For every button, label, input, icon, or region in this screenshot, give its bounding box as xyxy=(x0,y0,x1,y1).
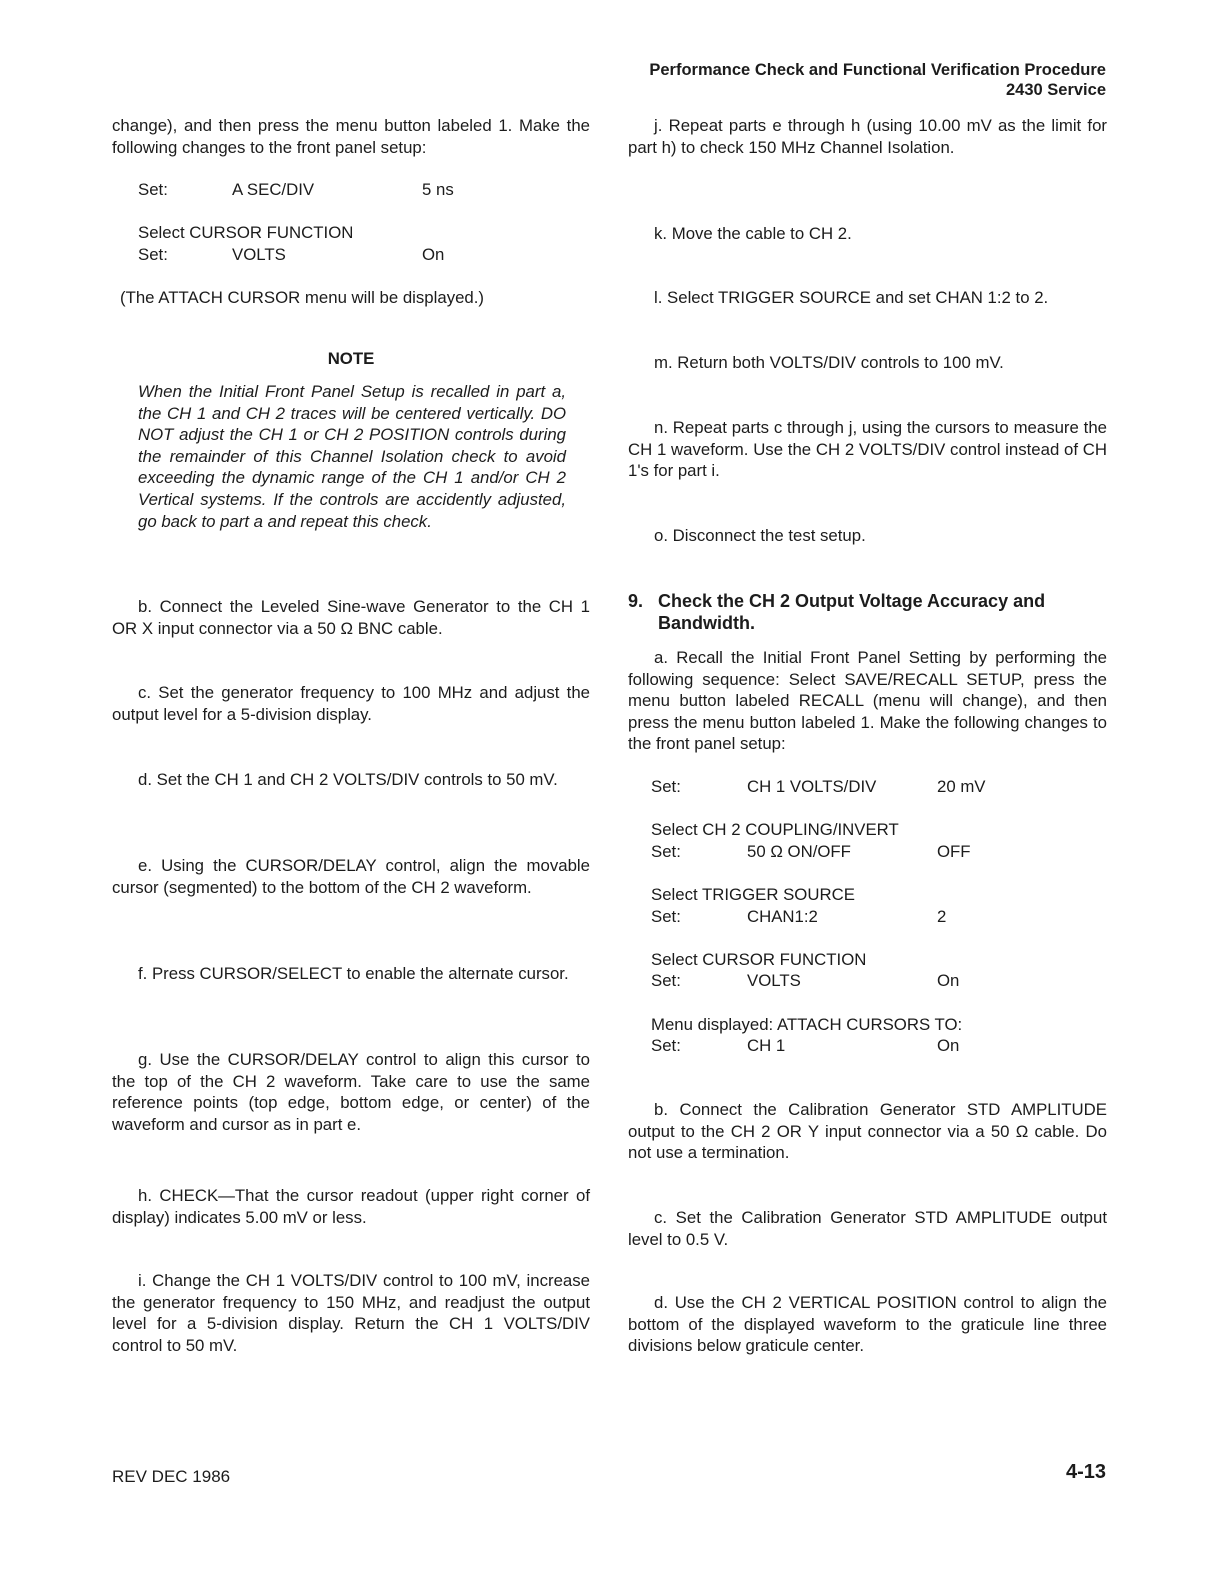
step-l: l. Select TRIGGER SOURCE and set CHAN 1:2 to 2. xyxy=(654,288,1049,307)
step-d-2: d. Use the CH 2 VERTICAL POSITION control to align the bottom of the displayed waveform to the graticule line three divisions below graticule center. xyxy=(628,1293,1107,1356)
section-title: Check the CH 2 Output Voltage Accuracy and Bandwidth. xyxy=(658,591,1046,633)
setup-table-right xyxy=(651,776,1091,1057)
setup-row: Set: CH 1 On xyxy=(651,1036,960,1056)
step-j: j. Repeat parts e through h (using 10.00 mV as the limit for part h) to check 150 MHz Channel Isolation. xyxy=(628,116,1107,157)
step-g: g. Use the CURSOR/DELAY control to align this cursor to the top of the CH 2 waveform. Take care to use the same reference points (top edge, bottom edge, or center) of the waveform and cursor as in part e. xyxy=(112,1050,590,1134)
step-c-2: c. Set the Calibration Generator STD AMPLITUDE output level to 0.5 V. xyxy=(628,1208,1107,1249)
note-text: When the Initial Front Panel Setup is recalled in part a, the CH 1 and CH 2 traces will be centered vertically. DO NOT adjust the CH 1 or CH 2 POSITION controls during the remainder of this Channel Isolation check to avoid exceeding the dynamic range of the CH 1 and/or CH 2 Vertical systems. If the controls are accidently adjusted, go back to part a and repeat this check. xyxy=(138,382,566,531)
step-i: i. Change the CH 1 VOLTS/DIV control to 100 mV, increase the generator frequency to 150 MHz, and readjust the output level for a 5-division display. Return the CH 1 VOLTS/DIV control to 50 mV. xyxy=(112,1271,590,1355)
step-k: k. Move the cable to CH 2. xyxy=(654,224,852,243)
step-b: b. Connect the Leveled Sine-wave Generator to the CH 1 OR X input connector via a 50 Ω BNC cable. xyxy=(112,597,590,638)
header-subtitle: 2430 Service xyxy=(1005,81,1106,99)
step-o: o. Disconnect the test setup. xyxy=(654,526,866,545)
running-header xyxy=(649,60,1106,100)
setup-table-left xyxy=(138,179,578,265)
step-d: d. Set the CH 1 and CH 2 VOLTS/DIV controls to 50 mV. xyxy=(138,770,558,789)
setup-row: Select CURSOR FUNCTION xyxy=(651,949,867,969)
header-title: Performance Check and Functional Verification Procedure xyxy=(649,61,1106,79)
note-title: NOTE xyxy=(327,349,375,368)
step-b-2: b. Connect the Calibration Generator STD AMPLITUDE output to the CH 2 OR Y input connector via a 50 Ω cable. Do not use a termination. xyxy=(628,1100,1107,1163)
step-n: n. Repeat parts c through j, using the cursors to measure the CH 1 waveform. Use the CH 2 VOLTS/DIV control instead of CH 1's for part i. xyxy=(628,418,1107,481)
setup-row: Set: VOLTS On xyxy=(138,244,445,264)
revision-date: REV DEC 1986 xyxy=(112,1467,231,1486)
section-heading xyxy=(628,590,1107,634)
setup-row: Set: CHAN1:2 2 xyxy=(651,906,947,926)
setup-row: Select CURSOR FUNCTION xyxy=(138,223,354,243)
setup-row: Set: CH 1 VOLTS/DIV 20 mV xyxy=(651,777,986,796)
setup-row: Set: 50 Ω ON/OFF OFF xyxy=(651,841,971,861)
setup-row: Set: VOLTS On xyxy=(651,971,960,991)
attach-cursor-note: (The ATTACH CURSOR menu will be displayed.) xyxy=(120,288,485,307)
step-c: c. Set the generator frequency to 100 MHz and adjust the output level for a 5-division display. xyxy=(112,683,590,724)
step-f: f. Press CURSOR/SELECT to enable the alternate cursor. xyxy=(138,964,569,983)
section-number: 9. xyxy=(628,591,644,611)
page-number: 4-13 xyxy=(1065,1461,1106,1483)
step-h: h. CHECK—That the cursor readout (upper right corner of display) indicates 5.00 mV or less. xyxy=(112,1186,590,1227)
step-m: m. Return both VOLTS/DIV controls to 100 mV. xyxy=(654,353,1004,372)
setup-row: Menu displayed: ATTACH CURSORS TO: xyxy=(651,1014,963,1034)
setup-row: Select CH 2 COUPLING/INVERT xyxy=(651,820,899,840)
setup-row: Select TRIGGER SOURCE xyxy=(651,884,855,904)
step-a: a. Recall the Initial Front Panel Setting by performing the following sequence: Select SAVE/RECALL SETUP, press the menu button labeled RECALL (menu will change), and then press the menu button labeled 1. Make the following changes to the front panel setup: xyxy=(628,648,1107,754)
setup-row: Set: A SEC/DIV 5 ns xyxy=(138,180,454,199)
intro-paragraph: change), and then press the menu button labeled 1. Make the following changes to the front panel setup: xyxy=(112,116,590,157)
step-e: e. Using the CURSOR/DELAY control, align the movable cursor (segmented) to the bottom of the CH 2 waveform. xyxy=(112,856,590,897)
